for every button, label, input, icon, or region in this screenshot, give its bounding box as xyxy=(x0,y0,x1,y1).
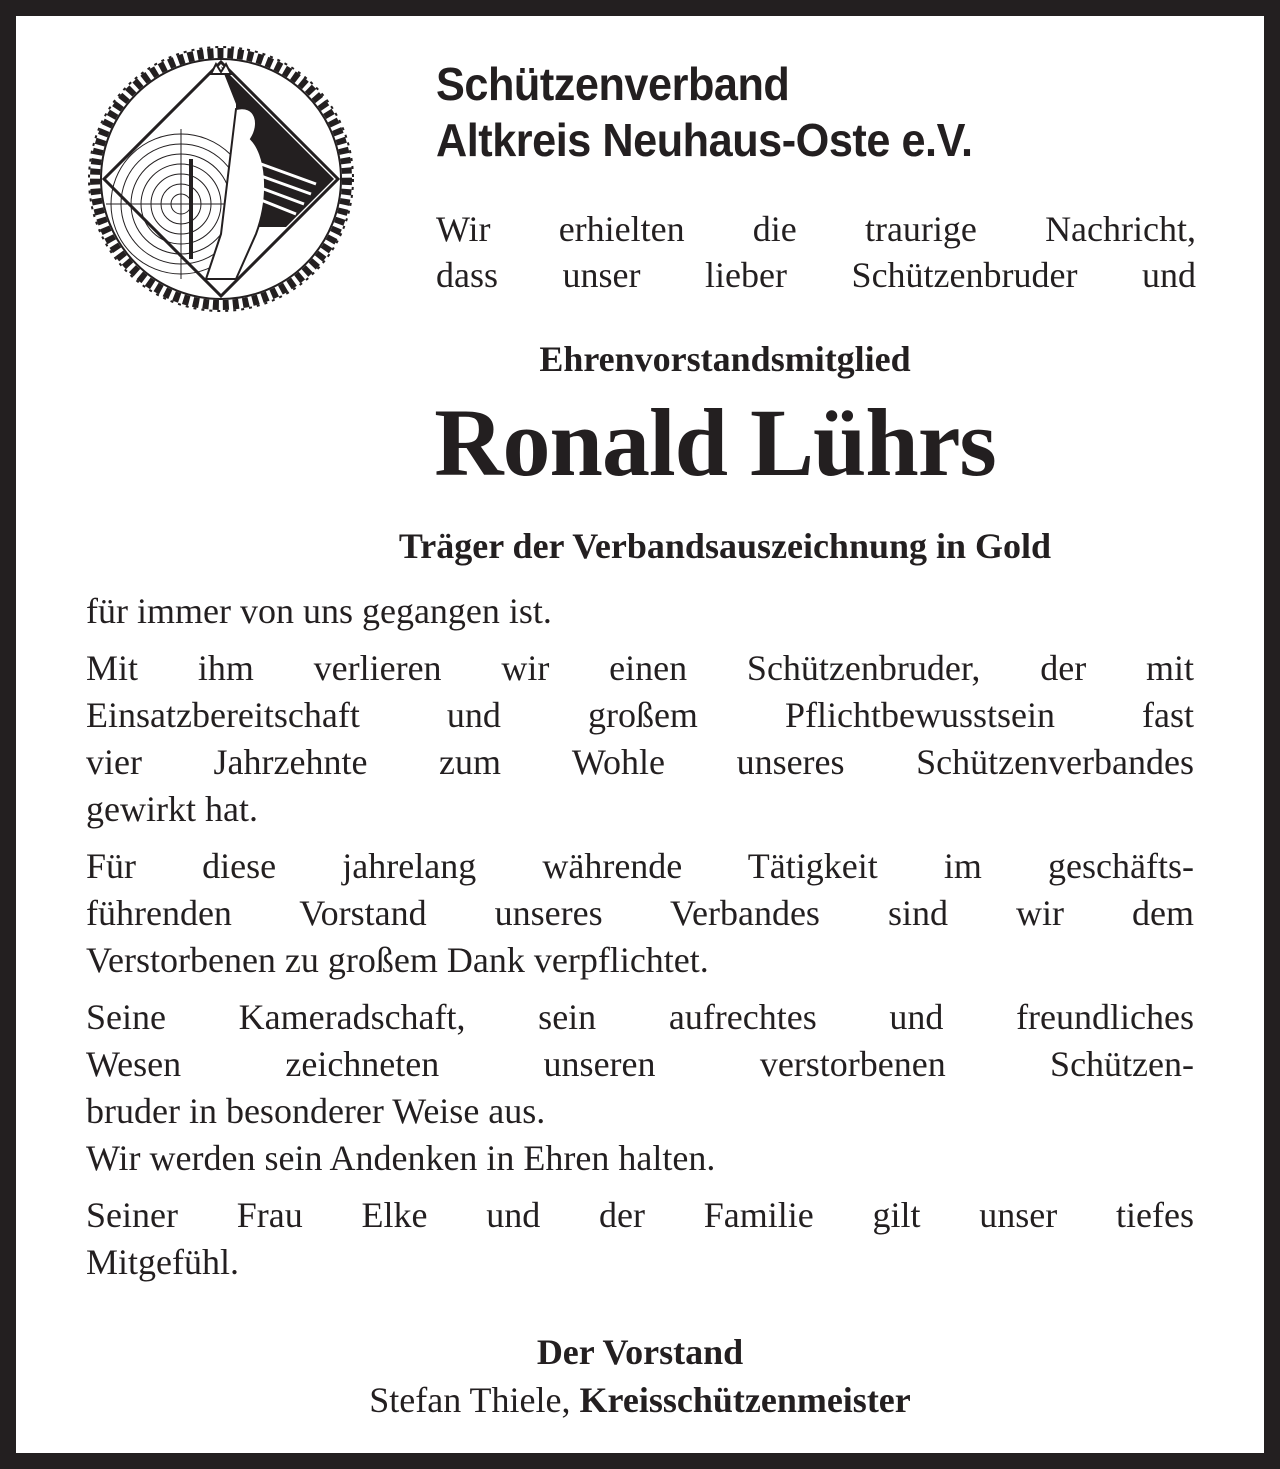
text-line: Wir werden sein Andenken in Ehren halten. xyxy=(86,1138,716,1178)
intro-text xyxy=(436,206,1196,298)
paragraph xyxy=(86,645,1194,833)
signature-line xyxy=(16,1376,1264,1424)
signature-person: Stefan Thiele, xyxy=(369,1380,571,1420)
text-line: Wesen zeichneten unseren verstorbenen Schützen- xyxy=(86,1044,1194,1084)
organization-name-line-2: Altkreis Neuhaus-Oste e.V. xyxy=(436,114,973,166)
intro-line: Wir erhielten die traurige Nachricht, xyxy=(436,209,1196,249)
paragraph xyxy=(86,1192,1194,1286)
text-line: Seiner Frau Elke und der Familie gilt unser tiefes xyxy=(86,1195,1194,1235)
text-line: Verstorbenen zu großem Dank verpflichtet. xyxy=(86,940,709,980)
shooting-association-emblem-icon xyxy=(86,44,356,314)
signature-title: Kreisschützenmeister xyxy=(579,1380,911,1420)
deceased-award: Träger der Verbandsauszeichnung in Gold xyxy=(398,526,1052,566)
text-line: gewirkt hat. xyxy=(86,789,258,829)
deceased-name: Ronald Lührs xyxy=(434,389,996,496)
paragraph xyxy=(86,994,1194,1182)
obituary-body xyxy=(86,588,1194,1286)
signature-group: Der Vorstand xyxy=(536,1332,744,1372)
text-line: Mit ihm verlieren wir einen Schützenbruder, der mit xyxy=(86,648,1194,688)
obituary-notice xyxy=(16,16,1264,1453)
text-line: Einsatzbereitschaft und großem Pflichtbewusstsein fast xyxy=(86,695,1194,735)
text-line: vier Jahrzehnte zum Wohle unseres Schützenverbandes xyxy=(86,742,1194,782)
organization-name-line-1: Schützenverband xyxy=(436,58,790,110)
deceased-role: Ehrenvorstandsmitglied xyxy=(539,339,911,379)
intro-line: dass unser lieber Schützenbruder und xyxy=(436,255,1196,295)
text-line: für immer von uns gegangen ist. xyxy=(86,591,552,631)
signature-block xyxy=(16,1328,1264,1424)
text-line: führenden Vorstand unseres Verbandes sind wir dem xyxy=(86,893,1194,933)
text-line: bruder in besonderer Weise aus. xyxy=(86,1091,546,1131)
organization-name xyxy=(436,56,973,168)
paragraph xyxy=(86,588,1194,635)
text-line: Mitgefühl. xyxy=(86,1242,239,1282)
text-line: Für diese jahrelang währende Tätigkeit im geschäfts- xyxy=(86,846,1194,886)
text-line: Seine Kameradschaft, sein aufrechtes und freundliches xyxy=(86,997,1194,1037)
paragraph xyxy=(86,843,1194,984)
